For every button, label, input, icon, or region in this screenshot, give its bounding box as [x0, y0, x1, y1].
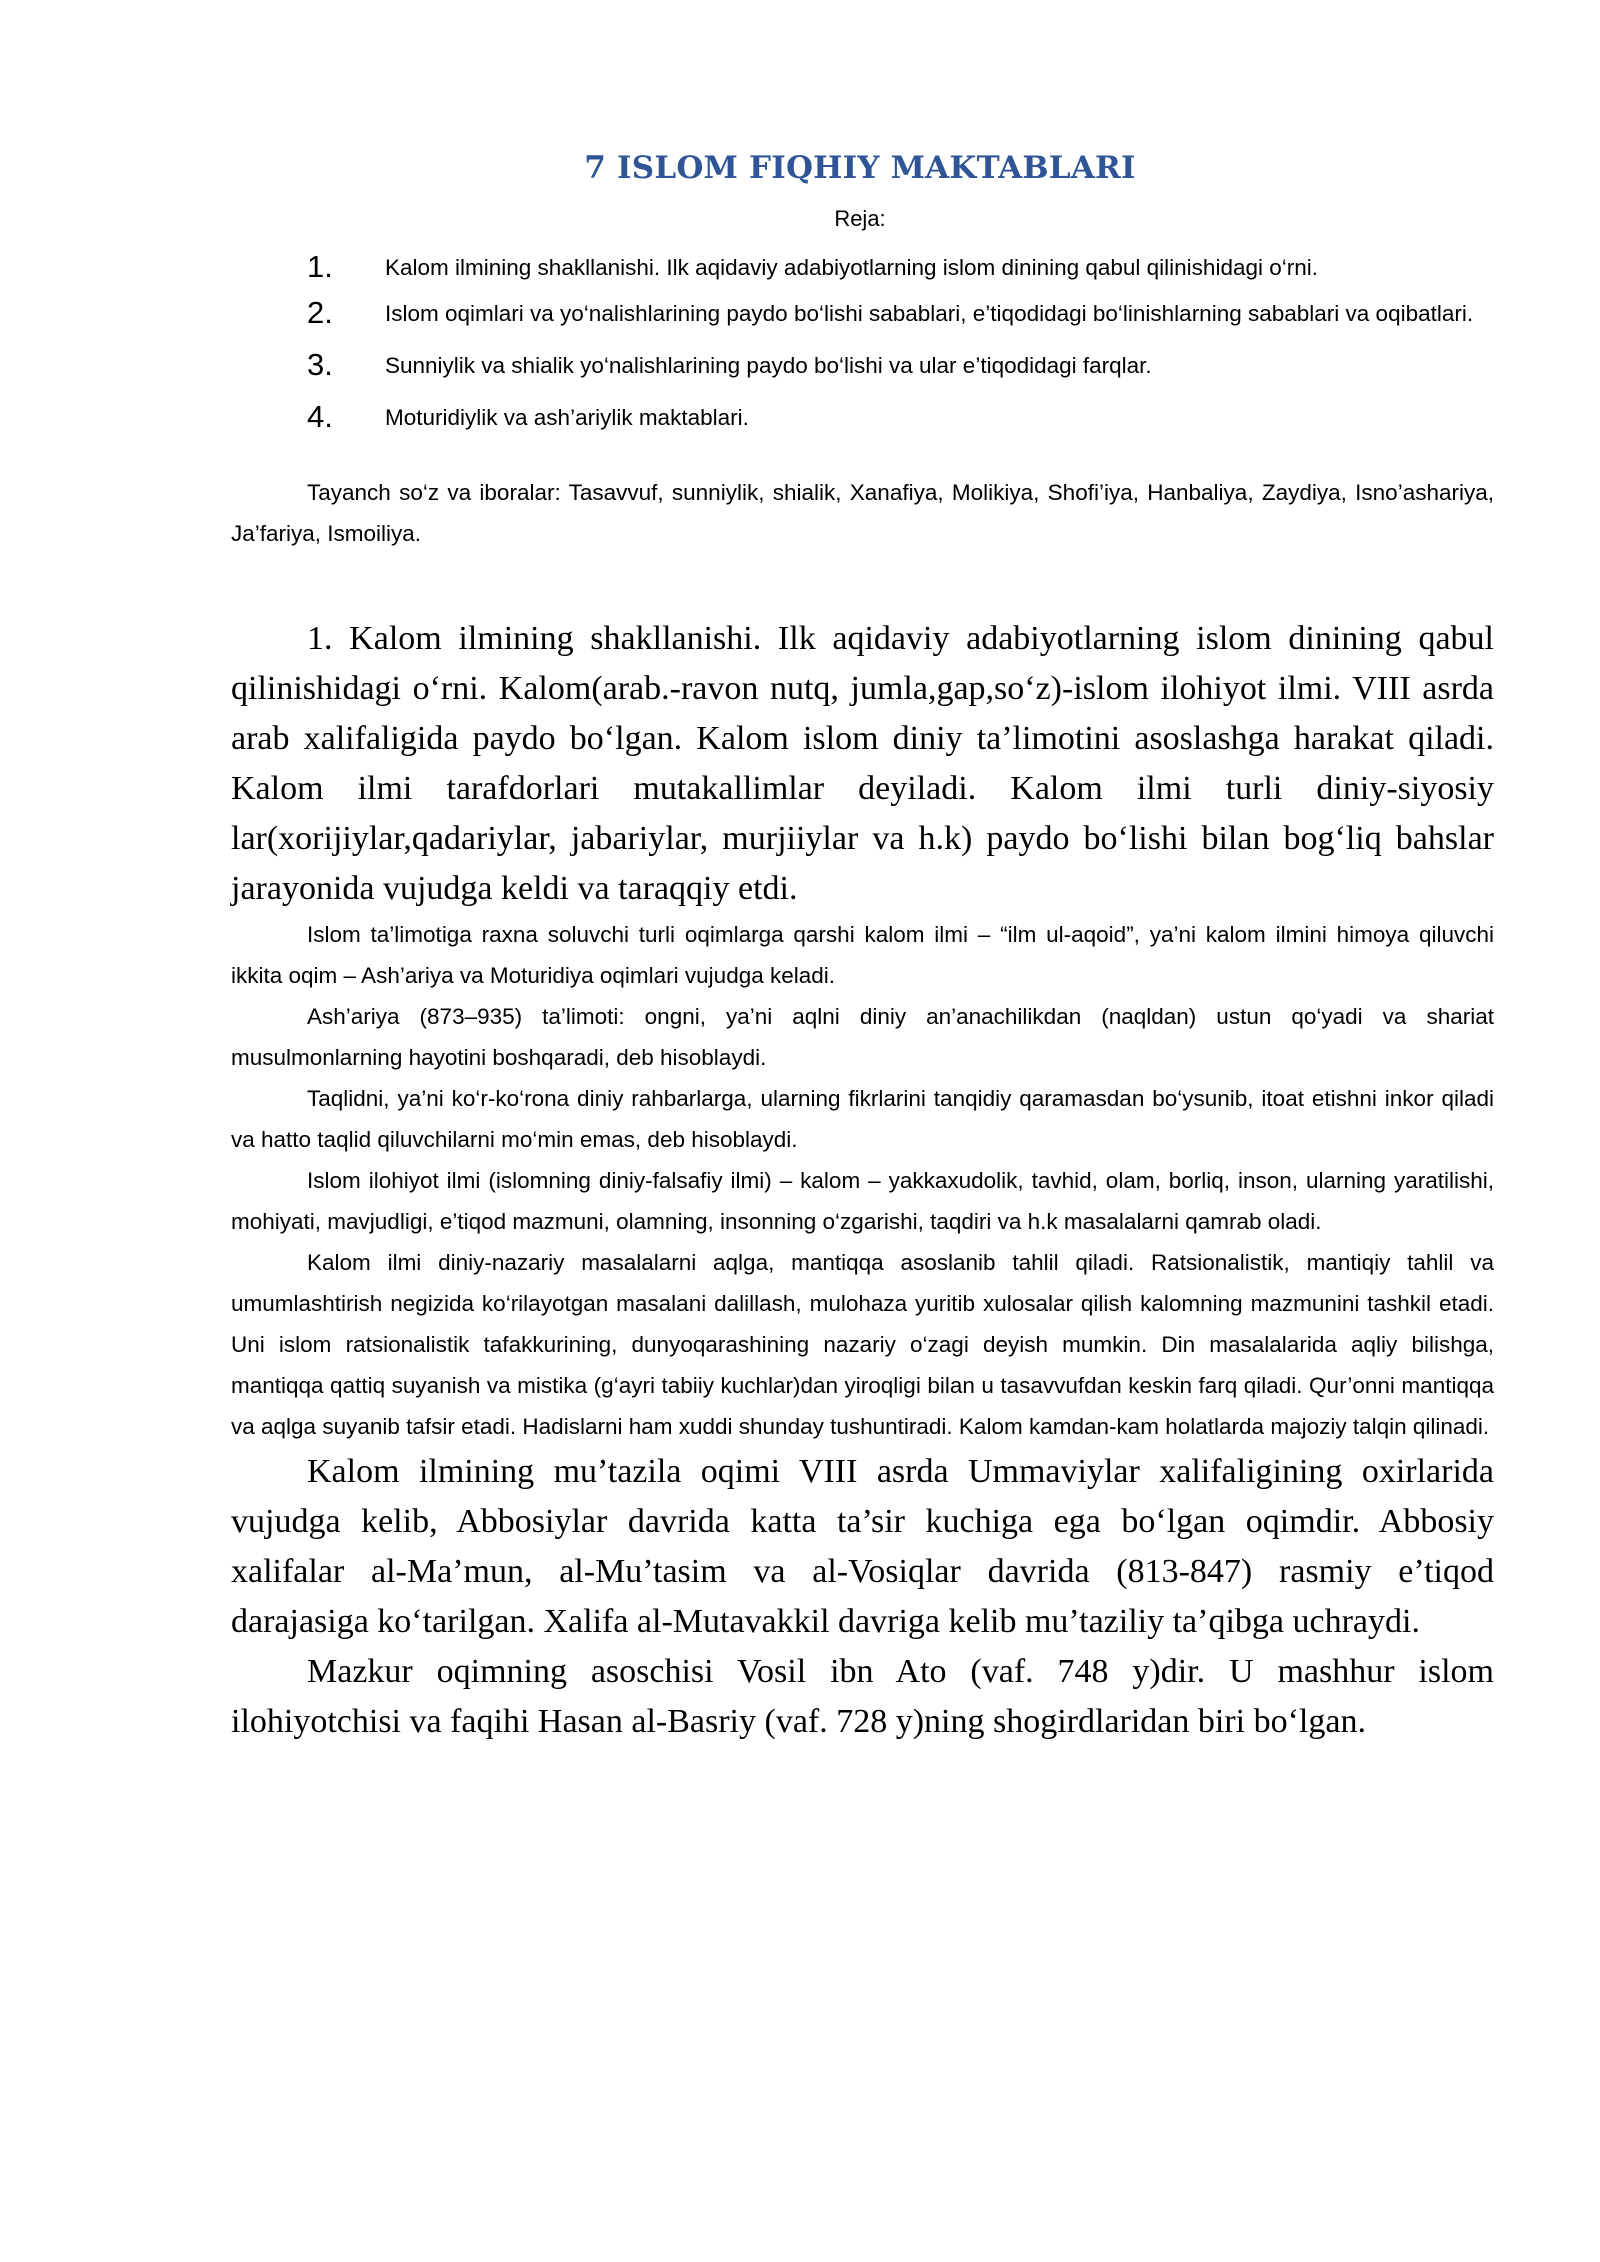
plan-list: [231, 246, 1494, 438]
plan-item: [231, 292, 1494, 334]
keywords-paragraph: Tayanch so‘z va iboralar: Tasavvuf, sunniylik, shialik, Xanafiya, Molikiya, Shofi’iya, Hanbaliya, Zaydiya, Isno’ashariya, Ja’fariya, Ismoiliya.: [231, 480, 1494, 546]
plan-item-text: Moturidiylik va ash’ariylik maktablari.: [385, 405, 749, 430]
plan-heading: Reja:: [834, 206, 886, 231]
plan-item: [231, 396, 1494, 438]
plan-item: [231, 246, 1494, 288]
plan-item-number: 3.: [307, 347, 333, 382]
plan-item-number: 2.: [307, 295, 333, 330]
plan-item-text: Islom oqimlari va yo‘nalishlarining paydo bo‘lishi sabablari, e’tiqodidagi bo‘linishlarning sabablari va oqibatlari.: [385, 301, 1474, 326]
document-body: [231, 246, 1494, 1747]
plan-item: [231, 344, 1494, 386]
section-paragraph: 1. Kalom ilmining shakllanishi. Ilk aqidaviy adabiyotlarning islom dinining qabul qilinishidagi o‘rni. Kalom(arab.-ravon nutq, jumla,gap,so‘z)-islom ilohiyot ilmi. VIII asrda arab xalifaligida paydo bo‘lgan. Kalom islom diniy ta’limotini asoslashga harakat qiladi. Kalom ilmi tarafdorlari mutakallimlar deyiladi. Kalom ilmi turli diniy-siyosiy lar(xorijiylar,qadariylar, jabariylar, murjiiylar va h.k) paydo bo‘lishi bilan bog‘liq bahslar jarayonida vujudga keldi va taraqqiy etdi.: [231, 620, 1494, 907]
plan-item-text: Kalom ilmining shakllanishi. Ilk aqidaviy adabiyotlarning islom dinining qabul qilinishidagi o‘rni.: [385, 255, 1319, 280]
body-paragraph: Islom ta’limotiga raxna soluvchi turli oqimlarga qarshi kalom ilmi – “ilm ul-aqoid”, ya’ni kalom ilmini himoya qiluvchi ikkita oqim – Ash’ariya va Moturidiya oqimlari vujudga keladi.: [231, 922, 1494, 988]
page-title: 7 ISLOM FIQHIY MAKTABLARI: [584, 150, 1136, 186]
plan-item-number: 4.: [307, 399, 333, 434]
body-paragraph: Islom ilohiyot ilmi (islomning diniy-falsafiy ilmi) – kalom – yakkaxudolik, tavhid, olam, borliq, inson, ularning yaratilishi, mohiyati, mavjudligi, e’tiqod mazmuni, olamning, insonning o‘zgarishi, taqdiri va h.k masalalarni qamrab oladi.: [231, 1168, 1494, 1234]
body-paragraph: Kalom ilmi diniy-nazariy masalalarni aqlga, mantiqqa asoslanib tahlil qiladi. Ratsionalistik, mantiqiy tahlil va umumlashtirish negizida ko‘rilayotgan masalani dalillash, mulohaza yuritib xulosalar qilish kalomning mazmunini tashkil etadi. Uni islom ratsionalistik tafakkurining, dunyoqarashining nazariy o‘zagi deyish mumkin. Din masalalarida aqliy bilishga, mantiqqa qattiq suyanish va mistika (g‘ayri tabiiy kuchlar)dan yiroqligi bilan u tasavvufdan keskin farq qiladi. Qur’onni mantiqqa va aqlga suyanib tafsir etadi. Hadislarni ham xuddi shunday tushuntiradi. Kalom kamdan-kam holatlarda majoziy talqin qilinadi.: [231, 1250, 1494, 1439]
body-paragraph: Kalom ilmining mu’tazila oqimi VIII asrda Ummaviylar xalifaligining oxirlarida vujudga kelib, Abbosiylar davrida katta ta’sir kuchiga ega bo‘lgan oqimdir. Abbosiy xalifalar al-Ma’mun, al-Mu’tasim va al-Vosiqlar davrida (813-847) rasmiy e’tiqod darajasiga ko‘tarilgan. Xalifa al-Mutavakkil davriga kelib mu’taziliy ta’qibga uchraydi.: [231, 1453, 1494, 1640]
plan-item-text: Sunniylik va shialik yo‘nalishlarining paydo bo‘lishi va ular e’tiqodidagi farqlar.: [385, 353, 1152, 378]
plan-item-number: 1.: [307, 249, 333, 284]
body-paragraph: Mazkur oqimning asoschisi Vosil ibn Ato (vaf. 748 y)dir. U mashhur islom ilohiyotchisi va faqihi Hasan al-Basriy (vaf. 728 y)ning shogirdlaridan biri bo‘lgan.: [231, 1653, 1494, 1740]
body-paragraph: Taqlidni, ya’ni ko‘r-ko‘rona diniy rahbarlarga, ularning fikrlarini tanqidiy qaramasdan bo‘ysunib, itoat etishni inkor qiladi va hatto taqlid qiluvchilarni mo‘min emas, deb hisoblaydi.: [231, 1086, 1494, 1152]
body-paragraph: Ash’ariya (873–935) ta’limoti: ongni, ya’ni aqlni diniy an’anachilikdan (naqldan) ustun qo‘yadi va shariat musulmonlarning hayotini boshqaradi, deb hisoblaydi.: [231, 1004, 1494, 1070]
